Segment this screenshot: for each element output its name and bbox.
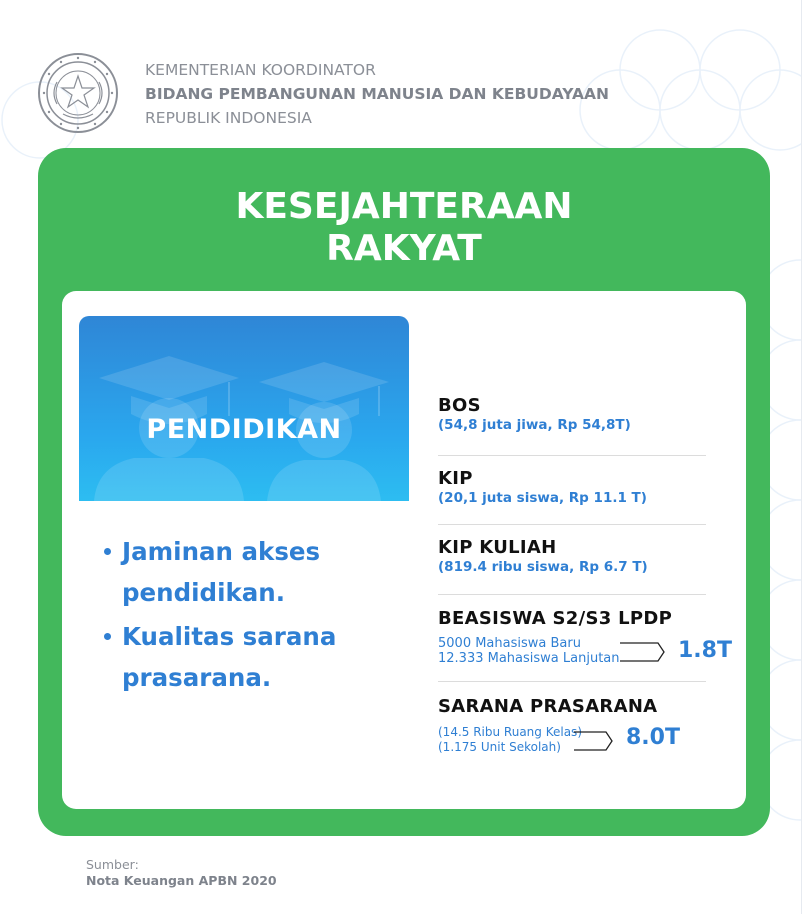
sarana-breakdown (438, 725, 706, 757)
ministry-name (145, 58, 609, 130)
program-item-kip (438, 456, 706, 525)
source-note (86, 857, 277, 889)
right-edge (801, 0, 806, 914)
education-banner (79, 316, 409, 501)
program-item-lpdp (438, 595, 732, 682)
welfare-card (38, 148, 770, 836)
sarana-line-2: (1.175 Unit Sekolah) (438, 740, 561, 754)
bullet-item (104, 616, 382, 698)
bracket-arrow-icon (620, 639, 676, 665)
banner-label: PENDIDIKAN (146, 414, 342, 445)
lpdp-line-2: 12.333 Mahasiswa Lanjutan (438, 651, 620, 666)
ministry-line-2: BIDANG PEMBANGUNAN MANUSIA DAN KEBUDAYAAN (145, 85, 609, 103)
program-title: SARANA PRASARANA (438, 696, 658, 717)
bullet-dot-icon (104, 548, 111, 555)
source-label: Sumber: (86, 857, 139, 872)
lpdp-total: 1.8T (678, 638, 732, 663)
ministry-logo-icon (37, 52, 119, 134)
program-title: KIP KULIAH (438, 537, 557, 558)
lpdp-line-1: 5000 Mahasiswa Baru (438, 636, 581, 651)
program-title: BEASISWA S2/S3 LPDP (438, 608, 673, 629)
ministry-line-3: REPUBLIK INDONESIA (145, 109, 312, 127)
program-list (438, 395, 732, 766)
bullet-list (104, 531, 382, 701)
bullet-text: Kualitas sarana prasarana. (122, 622, 337, 692)
program-detail: (20,1 juta siswa, Rp 11.1 T) (438, 490, 647, 506)
graduates-icon (79, 316, 409, 501)
program-detail: (819.4 ribu siswa, Rp 6.7 T) (438, 559, 648, 575)
source-value: Nota Keuangan APBN 2020 (86, 873, 277, 888)
card-title-line-1: KESEJAHTERAAN (235, 186, 573, 227)
card-title (38, 186, 770, 270)
bullet-dot-icon (104, 633, 111, 640)
sarana-line-1: (14.5 Ribu Ruang Kelas) (438, 725, 582, 739)
program-title: BOS (438, 395, 481, 416)
program-detail: (54,8 juta jiwa, Rp 54,8T) (438, 417, 631, 433)
program-item-kip-kuliah (438, 525, 706, 595)
program-item-bos (438, 395, 706, 456)
bracket-arrow-icon (574, 728, 624, 754)
ministry-line-1: KEMENTERIAN KOORDINATOR (145, 61, 376, 79)
program-item-sarana (438, 682, 706, 766)
education-panel (62, 291, 746, 809)
card-title-line-2: RAKYAT (326, 228, 482, 269)
bullet-item (104, 531, 382, 613)
program-title: KIP (438, 468, 473, 489)
sarana-total: 8.0T (626, 725, 680, 750)
bullet-text: Jaminan akses pendidikan. (122, 537, 321, 607)
lpdp-breakdown (438, 636, 732, 670)
